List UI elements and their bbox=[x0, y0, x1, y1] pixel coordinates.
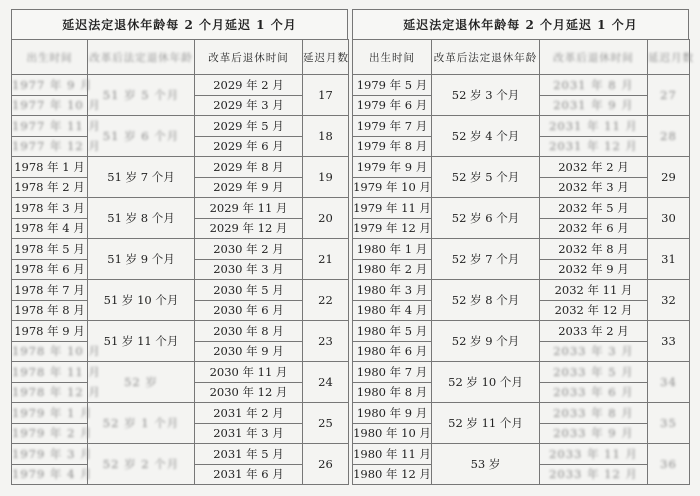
birth-time-cell: 1978 年 4 月 bbox=[12, 218, 88, 239]
delay-months-cell: 24 bbox=[303, 362, 349, 403]
retirement-time-cell: 2031 年 5 月 bbox=[195, 444, 303, 465]
delay-months-cell: 29 bbox=[648, 157, 690, 198]
header-retirement-time: 改革后退休时间 bbox=[195, 40, 303, 75]
table-row bbox=[353, 403, 690, 424]
table-row bbox=[12, 157, 349, 178]
retirement-time-cell: 2033 年 5 月 bbox=[540, 362, 648, 383]
birth-time-cell: 1980 年 12 月 bbox=[353, 464, 432, 485]
birth-time-cell: 1980 年 2 月 bbox=[353, 259, 432, 280]
birth-time-cell: 1980 年 1 月 bbox=[353, 239, 432, 260]
birth-time-cell: 1978 年 7 月 bbox=[12, 280, 88, 301]
table-row bbox=[12, 239, 349, 260]
retirement-age-cell: 52 岁 4 个月 bbox=[432, 116, 540, 157]
delay-months-cell: 26 bbox=[303, 444, 349, 485]
delay-months-cell: 17 bbox=[303, 75, 349, 116]
birth-time-cell: 1980 年 4 月 bbox=[353, 300, 432, 321]
table-row bbox=[353, 75, 690, 96]
retirement-time-cell: 2030 年 12 月 bbox=[195, 382, 303, 403]
retirement-age-cell: 52 岁 bbox=[88, 362, 195, 403]
delay-months-cell: 30 bbox=[648, 198, 690, 239]
retirement-time-cell: 2032 年 9 月 bbox=[540, 259, 648, 280]
retirement-time-cell: 2032 年 8 月 bbox=[540, 239, 648, 260]
retirement-time-cell: 2029 年 8 月 bbox=[195, 157, 303, 178]
retirement-age-cell: 51 岁 6 个月 bbox=[88, 116, 195, 157]
birth-time-cell: 1979 年 8 月 bbox=[353, 136, 432, 157]
retirement-time-cell: 2029 年 12 月 bbox=[195, 218, 303, 239]
header-birth-time: 出生时间 bbox=[353, 40, 432, 75]
birth-time-cell: 1980 年 3 月 bbox=[353, 280, 432, 301]
birth-time-cell: 1978 年 12 月 bbox=[12, 382, 88, 403]
retirement-age-cell: 52 岁 6 个月 bbox=[432, 198, 540, 239]
header-row bbox=[353, 40, 690, 75]
birth-time-cell: 1979 年 11 月 bbox=[353, 198, 432, 219]
retirement-age-cell: 51 岁 10 个月 bbox=[88, 280, 195, 321]
birth-time-cell: 1979 年 6 月 bbox=[353, 95, 432, 116]
retirement-time-cell: 2030 年 11 月 bbox=[195, 362, 303, 383]
table-row bbox=[353, 321, 690, 342]
retirement-time-cell: 2029 年 5 月 bbox=[195, 116, 303, 137]
birth-time-cell: 1979 年 9 月 bbox=[353, 157, 432, 178]
table-row bbox=[353, 198, 690, 219]
retirement-time-cell: 2031 年 12 月 bbox=[540, 136, 648, 157]
header-retirement-age: 改革后法定退休年龄 bbox=[432, 40, 540, 75]
birth-time-cell: 1978 年 8 月 bbox=[12, 300, 88, 321]
table-row bbox=[12, 321, 349, 342]
birth-time-cell: 1979 年 3 月 bbox=[12, 444, 88, 465]
retirement-age-cell: 52 岁 5 个月 bbox=[432, 157, 540, 198]
birth-time-cell: 1980 年 5 月 bbox=[353, 321, 432, 342]
table-row bbox=[12, 444, 349, 465]
birth-time-cell: 1978 年 6 月 bbox=[12, 259, 88, 280]
retirement-age-cell: 51 岁 8 个月 bbox=[88, 198, 195, 239]
retirement-time-cell: 2032 年 5 月 bbox=[540, 198, 648, 219]
retirement-time-cell: 2031 年 8 月 bbox=[540, 75, 648, 96]
delay-months-cell: 27 bbox=[648, 75, 690, 116]
table-row bbox=[12, 75, 349, 96]
birth-time-cell: 1977 年 11 月 bbox=[12, 116, 88, 137]
table-title: 延迟法定退休年龄每 2 个月延迟 1 个月 bbox=[11, 9, 348, 39]
header-retirement-age: 改革后法定退休年龄 bbox=[88, 40, 195, 75]
table-row bbox=[353, 239, 690, 260]
retirement-time-cell: 2029 年 9 月 bbox=[195, 177, 303, 198]
table-row bbox=[12, 362, 349, 383]
table-row bbox=[12, 403, 349, 424]
birth-time-cell: 1977 年 10 月 bbox=[12, 95, 88, 116]
retirement-age-cell: 52 岁 7 个月 bbox=[432, 239, 540, 280]
retirement-time-cell: 2032 年 3 月 bbox=[540, 177, 648, 198]
retirement-time-cell: 2030 年 5 月 bbox=[195, 280, 303, 301]
retirement-time-cell: 2033 年 12 月 bbox=[540, 464, 648, 485]
table-row bbox=[12, 198, 349, 219]
delay-months-cell: 36 bbox=[648, 444, 690, 485]
retirement-time-cell: 2030 年 8 月 bbox=[195, 321, 303, 342]
retirement-table-right bbox=[352, 39, 694, 485]
left-table-panel bbox=[11, 9, 348, 485]
retirement-time-cell: 2029 年 2 月 bbox=[195, 75, 303, 96]
table-body bbox=[353, 75, 690, 485]
table-title: 延迟法定退休年龄每 2 个月延迟 1 个月 bbox=[352, 9, 689, 39]
retirement-time-cell: 2033 年 6 月 bbox=[540, 382, 648, 403]
retirement-time-cell: 2031 年 3 月 bbox=[195, 423, 303, 444]
retirement-table-left bbox=[11, 39, 349, 485]
header-birth-time: 出生时间 bbox=[12, 40, 88, 75]
header-row bbox=[12, 40, 349, 75]
table-row bbox=[12, 116, 349, 137]
birth-time-cell: 1978 年 1 月 bbox=[12, 157, 88, 178]
birth-time-cell: 1980 年 11 月 bbox=[353, 444, 432, 465]
retirement-age-cell: 52 岁 3 个月 bbox=[432, 75, 540, 116]
delay-months-cell: 31 bbox=[648, 239, 690, 280]
table-row bbox=[353, 116, 690, 137]
delay-months-cell: 21 bbox=[303, 239, 349, 280]
retirement-time-cell: 2029 年 11 月 bbox=[195, 198, 303, 219]
birth-time-cell: 1979 年 5 月 bbox=[353, 75, 432, 96]
birth-time-cell: 1980 年 9 月 bbox=[353, 403, 432, 424]
delay-months-cell: 25 bbox=[303, 403, 349, 444]
retirement-time-cell: 2029 年 6 月 bbox=[195, 136, 303, 157]
retirement-time-cell: 2032 年 6 月 bbox=[540, 218, 648, 239]
retirement-age-cell: 52 岁 10 个月 bbox=[432, 362, 540, 403]
delay-months-cell: 35 bbox=[648, 403, 690, 444]
retirement-age-cell: 52 岁 9 个月 bbox=[432, 321, 540, 362]
table-row bbox=[353, 157, 690, 178]
delay-months-cell: 22 bbox=[303, 280, 349, 321]
table-body bbox=[12, 75, 349, 485]
delay-months-cell: 34 bbox=[648, 362, 690, 403]
retirement-time-cell: 2029 年 3 月 bbox=[195, 95, 303, 116]
retirement-age-cell: 51 岁 7 个月 bbox=[88, 157, 195, 198]
retirement-age-cell: 51 岁 11 个月 bbox=[88, 321, 195, 362]
birth-time-cell: 1978 年 11 月 bbox=[12, 362, 88, 383]
table-row bbox=[353, 444, 690, 465]
retirement-time-cell: 2033 年 9 月 bbox=[540, 423, 648, 444]
table-row bbox=[353, 362, 690, 383]
delay-months-cell: 28 bbox=[648, 116, 690, 157]
birth-time-cell: 1980 年 10 月 bbox=[353, 423, 432, 444]
delay-months-cell: 19 bbox=[303, 157, 349, 198]
birth-time-cell: 1978 年 2 月 bbox=[12, 177, 88, 198]
birth-time-cell: 1979 年 2 月 bbox=[12, 423, 88, 444]
header-retirement-time: 改革后退休时间 bbox=[540, 40, 648, 75]
birth-time-cell: 1980 年 6 月 bbox=[353, 341, 432, 362]
retirement-time-cell: 2033 年 11 月 bbox=[540, 444, 648, 465]
delay-months-cell: 20 bbox=[303, 198, 349, 239]
birth-time-cell: 1979 年 7 月 bbox=[353, 116, 432, 137]
retirement-time-cell: 2032 年 2 月 bbox=[540, 157, 648, 178]
header-delay-months: 延迟月数 bbox=[648, 40, 690, 75]
retirement-age-cell: 51 岁 5 个月 bbox=[88, 75, 195, 116]
retirement-time-cell: 2031 年 6 月 bbox=[195, 464, 303, 485]
delay-months-cell: 18 bbox=[303, 116, 349, 157]
table-row bbox=[12, 280, 349, 301]
birth-time-cell: 1978 年 9 月 bbox=[12, 321, 88, 342]
birth-time-cell: 1979 年 12 月 bbox=[353, 218, 432, 239]
retirement-age-cell: 52 岁 11 个月 bbox=[432, 403, 540, 444]
birth-time-cell: 1978 年 10 月 bbox=[12, 341, 88, 362]
retirement-time-cell: 2030 年 3 月 bbox=[195, 259, 303, 280]
retirement-time-cell: 2031 年 2 月 bbox=[195, 403, 303, 424]
birth-time-cell: 1980 年 8 月 bbox=[353, 382, 432, 403]
header-delay-months: 延迟月数 bbox=[303, 40, 349, 75]
retirement-age-cell: 53 岁 bbox=[432, 444, 540, 485]
birth-time-cell: 1979 年 10 月 bbox=[353, 177, 432, 198]
birth-time-cell: 1979 年 1 月 bbox=[12, 403, 88, 424]
retirement-age-cell: 52 岁 2 个月 bbox=[88, 444, 195, 485]
retirement-age-cell: 51 岁 9 个月 bbox=[88, 239, 195, 280]
retirement-age-cell: 52 岁 1 个月 bbox=[88, 403, 195, 444]
birth-time-cell: 1980 年 7 月 bbox=[353, 362, 432, 383]
retirement-time-cell: 2030 年 2 月 bbox=[195, 239, 303, 260]
birth-time-cell: 1979 年 4 月 bbox=[12, 464, 88, 485]
birth-time-cell: 1977 年 12 月 bbox=[12, 136, 88, 157]
right-table-panel bbox=[352, 9, 694, 485]
retirement-age-cell: 52 岁 8 个月 bbox=[432, 280, 540, 321]
delay-months-cell: 23 bbox=[303, 321, 349, 362]
retirement-time-cell: 2033 年 2 月 bbox=[540, 321, 648, 342]
retirement-time-cell: 2030 年 9 月 bbox=[195, 341, 303, 362]
retirement-time-cell: 2031 年 9 月 bbox=[540, 95, 648, 116]
retirement-time-cell: 2033 年 8 月 bbox=[540, 403, 648, 424]
delay-months-cell: 33 bbox=[648, 321, 690, 362]
retirement-time-cell: 2033 年 3 月 bbox=[540, 341, 648, 362]
birth-time-cell: 1978 年 5 月 bbox=[12, 239, 88, 260]
delay-months-cell: 32 bbox=[648, 280, 690, 321]
retirement-time-cell: 2031 年 11 月 bbox=[540, 116, 648, 137]
table-row bbox=[353, 280, 690, 301]
retirement-time-cell: 2032 年 11 月 bbox=[540, 280, 648, 301]
retirement-time-cell: 2030 年 6 月 bbox=[195, 300, 303, 321]
birth-time-cell: 1977 年 9 月 bbox=[12, 75, 88, 96]
birth-time-cell: 1978 年 3 月 bbox=[12, 198, 88, 219]
retirement-time-cell: 2032 年 12 月 bbox=[540, 300, 648, 321]
